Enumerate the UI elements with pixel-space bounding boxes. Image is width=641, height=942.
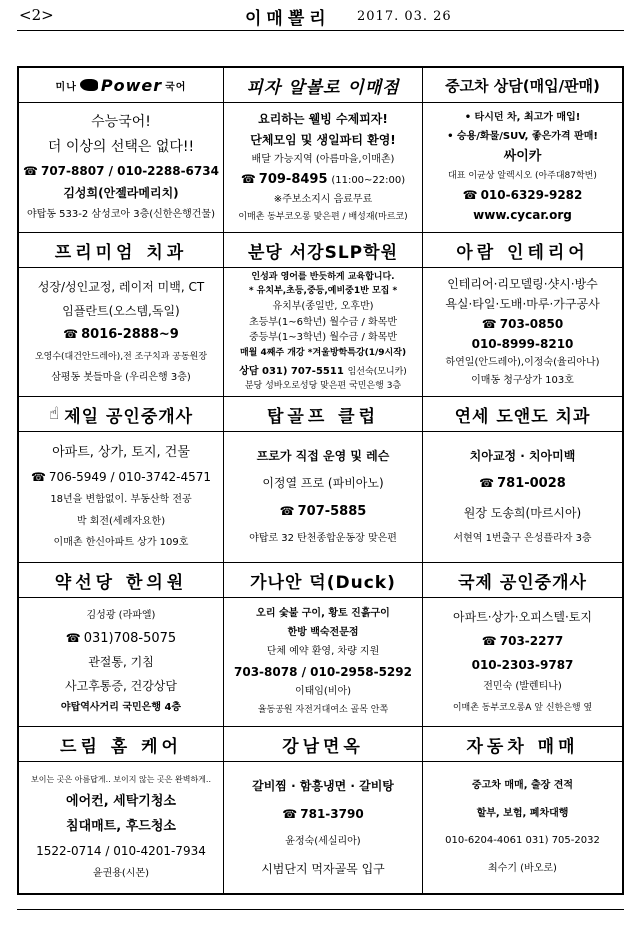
page-header xyxy=(17,4,624,28)
shoe-icon xyxy=(80,79,98,91)
phone-icon: ☎ xyxy=(481,317,497,332)
ad-mina-power: 미나 Power 국어 수능국어! 더 이상의 선택은 없다!! ☎ 707-8807 / 010-2288-6734 김성희(안젤라메리치) 야탑동 533-2 삼성코아 3층(신한은행건물) xyxy=(19,68,224,233)
ad-title: 탑골프 클럽 xyxy=(224,397,422,432)
ad-title: 중고차 상담(매입/판매) xyxy=(423,68,622,103)
ad-gukje-realty: 국제 공인중개사 아파트·상가·오피스텔·토지 ☎ 703-2277 010-2303-9787 전민숙 (발렌티나) 이매촌 동부코오롱A 앞 신한은행 옆 xyxy=(423,563,622,727)
ad-title: 제일 공인중개사 xyxy=(64,406,194,427)
ad-gangnam-myeonok: 강남면옥 갈비찜 · 함흥냉면 · 갈비탕 ☎ 781-3790 윤정숙(세실리아) 시범단지 먹자골목 입구 xyxy=(224,727,423,893)
ad-jeil-realty: ☝ 제일 공인중개사 아파트, 상가, 토지, 건물 ☎ 706-5949 / 010-3742-4571 18년을 변함없이. 부동산학 전공 박 회전(세례자요한) 이매촌 한신아파트 상가 109호 xyxy=(19,397,224,563)
phone-icon: ☎ xyxy=(462,187,478,202)
ad-title: 자동차 매매 xyxy=(423,727,622,762)
ad-title: 프리미엄 치과 xyxy=(19,233,223,268)
bulletin-title: 이매뽈리 xyxy=(245,9,331,29)
ad-title: 강남면옥 xyxy=(224,727,422,762)
ad-car-dealer: 자동차 매매 중고차 매매, 출장 견적 할부, 보험, 폐차대행 010-6204-4061 031) 705-2032 최수기 (바오로) xyxy=(423,727,622,893)
phone-icon: ☎ xyxy=(30,469,46,484)
ad-pizza-alvolo: 피자 알볼로 이매점 요리하는 웰빙 수제피자! 단체모임 및 생일파티 환영! 배달 가능지역 (아름마을,이매촌) ☎ 709-8495 (11:00~22:00) ※주보소지시 음료무료 이매촌 동부코오롱 맞은편 / 배성재(마르코) xyxy=(224,68,423,233)
ad-canaan-duck: 가나안 덕(Duck) 오리 숯불 구이, 황토 진흙구이 한방 백숙전문점 단체 예약 환영, 차량 지원 703-8078 / 010-2958-5292 이태임(비아) 율동공원 자전거대여소 골목 안쪽 xyxy=(224,563,423,727)
ad-title: 약선당 한의원 xyxy=(19,563,223,598)
phone-icon: ☎ xyxy=(23,163,38,178)
phone-icon: ☎ xyxy=(65,630,81,645)
hand-pointer-icon: ☝ xyxy=(48,404,61,424)
ad-grid xyxy=(17,66,624,895)
footer-rule xyxy=(17,909,624,910)
ad-title: 국제 공인중개사 xyxy=(423,563,622,598)
ad-dream-home-care: 드림 홈 케어 보이는 곳은 아름답게.. 보이지 않는 곳은 완벽하게.. 에어컨, 세탁기청소 침대매트, 후드청소 1522-0714 / 010-4201-7934 윤권용(시몬) xyxy=(19,727,224,893)
phone-icon: ☎ xyxy=(481,634,497,649)
ad-top-golf: 탑골프 클럽 프로가 직접 운영 및 레슨 이정열 프로 (파비아노) ☎ 707-5885 야탑로 32 탄천종합운동장 맞은편 xyxy=(224,397,423,563)
ad-sogang-slp: 분당 서강SLP학원 인성과 영어를 반듯하게 교육합니다. * 유치부,초등,중등,예비중1반 모집 * 유치부(종일반, 오후반) 초등부(1~6학년) 월수금 / 화목반 중등부(1~3학년) 월수금 / 화목반 매월 4째주 개강 *겨울방학특강(1/9시작) 상담 031) 707-5511 임선숙(모니카) 분당 성바오로성당 맞은편 국민은행 3층 xyxy=(224,233,423,397)
bulletin-date: 2017. 03. 26 xyxy=(357,9,452,24)
ad-title: 아람 인테리어 xyxy=(423,233,622,268)
ad-aram-interior: 아람 인테리어 인테리어·리모델링·샷시·방수 욕실·타일·도배·마루·가구공사 ☎ 703-0850 010-8999-8210 하연일(안드레아),이정숙(율리아나) 이매동 청구상가 103호 xyxy=(423,233,622,397)
phone-icon: ☎ xyxy=(63,327,79,342)
ad-title: 피자 알볼로 이매점 xyxy=(224,68,422,103)
header-rule xyxy=(17,30,624,31)
ad-used-car: 중고차 상담(매입/판매) • 타시던 차, 최고가 매입! • 승용/화물/SUV, 좋은가격 판매! 싸이카 대표 이균상 알렉시오 (아주대87학번) ☎ 010-6329-9282 www.cycar.org xyxy=(423,68,622,233)
mina-power-logo: 미나 Power 국어 xyxy=(55,75,187,95)
ad-title: 분당 서강SLP학원 xyxy=(224,233,422,268)
page-number: <2> xyxy=(19,6,54,24)
phone-icon: ☎ xyxy=(479,476,495,491)
phone-icon: ☎ xyxy=(279,504,295,519)
ad-title: 연세 도앤도 치과 xyxy=(423,397,622,432)
phone-icon: ☎ xyxy=(282,807,298,822)
ad-title: 가나안 덕(Duck) xyxy=(224,563,422,598)
phone-icon: ☎ xyxy=(240,171,256,186)
ad-yonsei-dental: 연세 도앤도 치과 치아교정 · 치아미백 ☎ 781-0028 원장 도송희(마르시아) 서현역 1번출구 은성플라자 3층 xyxy=(423,397,622,563)
ad-premium-dental: 프리미엄 치과 성장/성인교정, 레이저 미백, CT 임플란트(오스템,독일) ☎ 8016-2888~9 오영수(대건안드레아),전 조구치과 공동원장 삼평동 봇들마을 (우리은행 3층) xyxy=(19,233,224,397)
ad-title: 드림 홈 케어 xyxy=(19,727,223,762)
ad-yakseondang-clinic: 약선당 한의원 김성광 (라파엘) ☎ 031)708-5075 관절통, 기침 사고후통증, 건강상담 야탑역사거리 국민은행 4층 xyxy=(19,563,224,727)
